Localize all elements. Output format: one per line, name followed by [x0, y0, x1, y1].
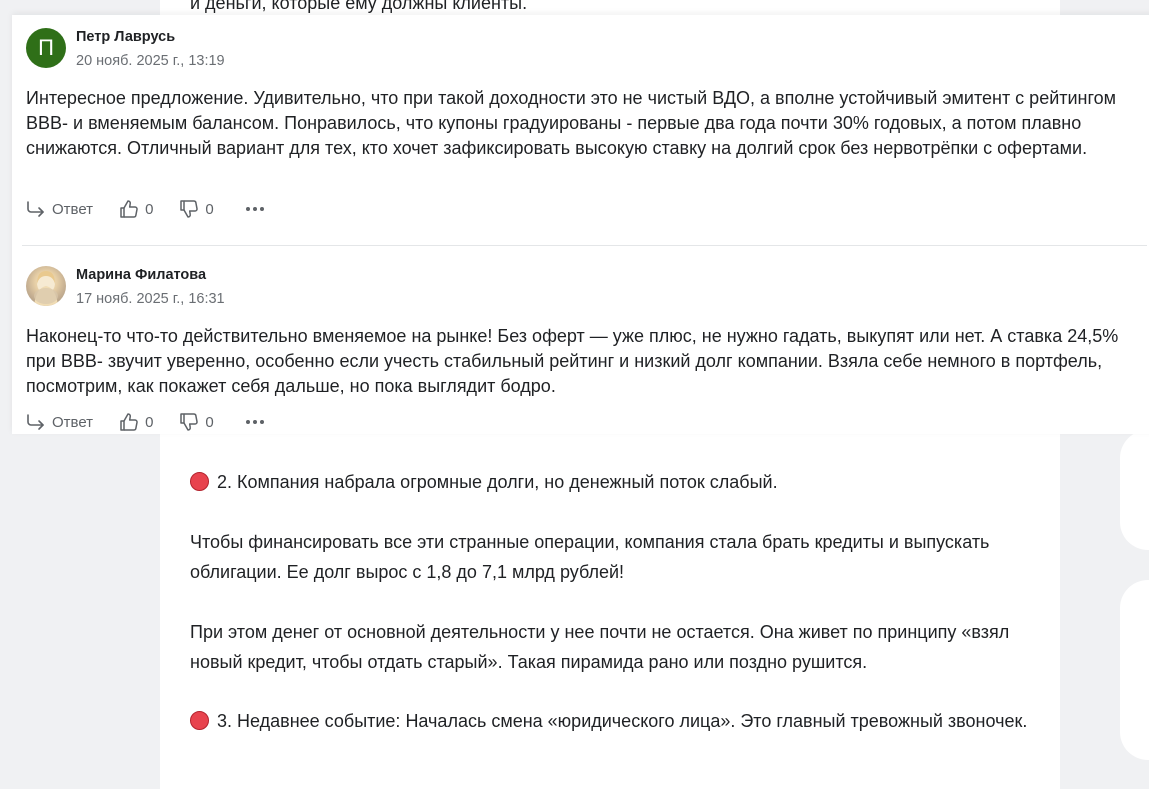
reply-label: Ответ — [52, 413, 94, 431]
comment-author[interactable]: Петр Лаврусь — [76, 29, 176, 45]
reply-arrow-icon — [26, 413, 46, 431]
avatar[interactable] — [26, 266, 66, 306]
comment-text: Наконец-то что-то действительно вменяемое на рынке! Без оферт — уже плюс, не нужно гадать, выкупят или нет. А ставка 24,5% при BBB- звучит уверенно, особенно если учесть стабильный рейтинг и низкий долг компании. Взяла себе немного в портфель, посмотрим, как покажет себя дальше, но пока выглядит бодро. — [26, 326, 1119, 396]
like-count: 0 — [145, 200, 154, 218]
comments-panel — [12, 15, 1149, 434]
article-text-line: и деньги, которые ему должны клиенты. — [190, 0, 528, 13]
paragraph-text: При этом денег от основной деятельности у нее почти не остается. Она живет по принципу «взял новый кредит, чтобы отдать старый». Такая пирамида рано или поздно рушится. — [190, 622, 1010, 672]
red-circle-icon — [190, 711, 209, 730]
comment-author[interactable]: Марина Филатова — [76, 267, 207, 283]
comment-divider — [22, 245, 1147, 246]
comment-text: Интересное предложение. Удивительно, что при такой доходности это не чистый ВДО, а вполне устойчивый эмитент с рейтингом BBB- и вменяемым балансом. Понравилось, что купоны градуированы - первые два года почти 30% годовых, а потом плавно снижаются. Отличный вариант для тех, кто хочет зафиксировать высокую ставку на долгий срок без нервотрёпки с офертами. — [26, 88, 1117, 158]
more-dots-icon[interactable] — [246, 420, 264, 424]
side-card — [1120, 580, 1149, 760]
comment-date: 17 нояб. 2025 г., 16:31 — [76, 291, 225, 307]
article-paragraph — [190, 617, 1050, 677]
like-count: 0 — [145, 413, 154, 431]
article-point-3 — [190, 706, 1050, 736]
side-card — [1120, 430, 1149, 550]
paragraph-text: Чтобы финансировать все эти странные операции, компания стала брать кредиты и выпускать облигации. Ее долг вырос с 1,8 до 7,1 млрд рублей! — [190, 532, 990, 582]
dislike-button[interactable] — [179, 412, 213, 432]
comment-actions — [26, 197, 264, 221]
article-paragraph — [190, 527, 1050, 587]
comment-date: 20 нояб. 2025 г., 13:19 — [76, 53, 225, 69]
reply-label: Ответ — [52, 200, 94, 218]
reply-button[interactable] — [26, 413, 93, 431]
red-circle-icon — [190, 472, 209, 491]
thumbs-up-icon — [119, 199, 139, 219]
dislike-count: 0 — [205, 200, 214, 218]
avatar[interactable]: П — [26, 28, 66, 68]
avatar-photo-icon — [26, 266, 66, 306]
article-point-2 — [190, 467, 1050, 497]
like-button[interactable] — [119, 199, 153, 219]
dislike-button[interactable] — [179, 199, 213, 219]
dislike-count: 0 — [205, 413, 214, 431]
point-heading: 3. Недавнее событие: Началась смена «юридического лица». Это главный тревожный звоночек. — [217, 711, 1028, 731]
thumbs-down-icon — [179, 199, 199, 219]
point-heading: 2. Компания набрала огромные долги, но денежный поток слабый. — [217, 472, 778, 492]
thumbs-down-icon — [179, 412, 199, 432]
like-button[interactable] — [119, 412, 153, 432]
comment-actions — [26, 410, 264, 434]
reply-arrow-icon — [26, 200, 46, 218]
more-dots-icon[interactable] — [246, 207, 264, 211]
thumbs-up-icon — [119, 412, 139, 432]
reply-button[interactable] — [26, 200, 93, 218]
